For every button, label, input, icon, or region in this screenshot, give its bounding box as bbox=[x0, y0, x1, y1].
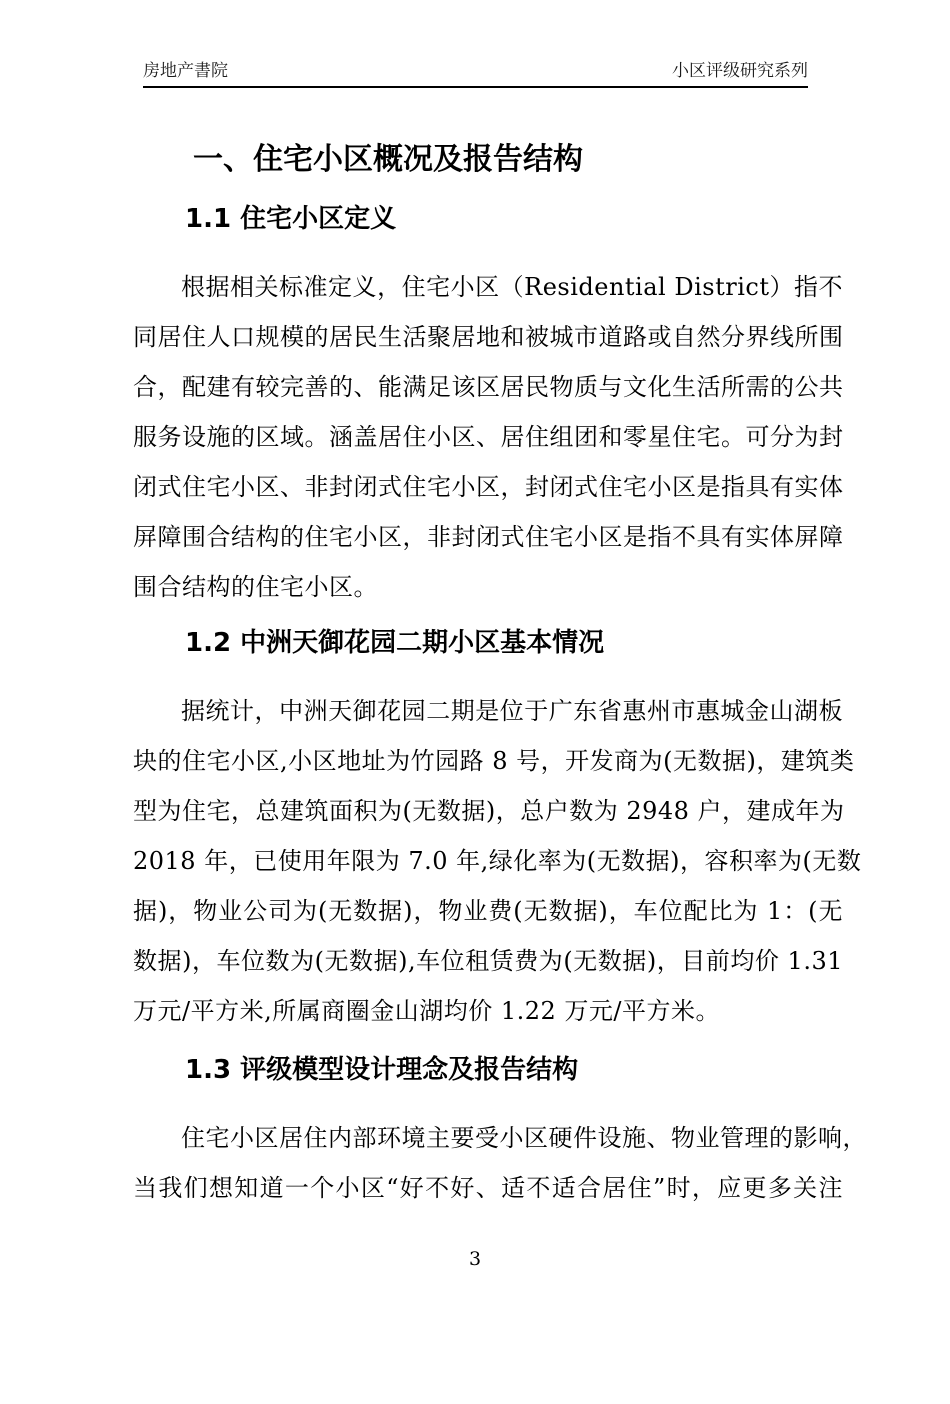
section-1-1 bbox=[133, 202, 843, 612]
page-footer bbox=[0, 1247, 950, 1271]
document-page bbox=[0, 60, 950, 1404]
paragraph-line: 闭式住宅小区、非封闭式住宅小区，封闭式住宅小区是指具有实体 bbox=[133, 473, 844, 501]
paragraph-line: 当我们想知道一个小区“好不好、适不适合居住”时，应更多关注 bbox=[133, 1174, 843, 1202]
section-heading-1-3: 1.3 评级模型设计理念及报告结构 bbox=[185, 1055, 579, 1085]
paragraph-1-2 bbox=[133, 686, 862, 1036]
page-content bbox=[133, 141, 867, 1213]
paragraph-line: 围合结构的住宅小区。 bbox=[133, 573, 378, 601]
header-right-text: 小区评级研究系列 bbox=[672, 61, 808, 81]
header-left-text: 房地产書院 bbox=[143, 61, 228, 81]
paragraph-line: 2018 年，已使用年限为 7.0 年,绿化率为(无数据)，容积率为(无数 bbox=[133, 847, 862, 875]
paragraph-line: 住宅小区居住内部环境主要受小区硬件设施、物业管理的影响， bbox=[181, 1124, 867, 1152]
page-title: 一、住宅小区概况及报告结构 bbox=[193, 142, 583, 177]
paragraph-line: 型为住宅，总建筑面积为(无数据)，总户数为 2948 户，建成年为 bbox=[133, 797, 845, 825]
paragraph-line: 块的住宅小区,小区地址为竹园路 8 号，开发商为(无数据)，建筑类 bbox=[133, 747, 855, 775]
paragraph-line: 屏障围合结构的住宅小区，非封闭式住宅小区是指不具有实体屏障 bbox=[133, 523, 844, 551]
section-heading-1-1: 1.1 住宅小区定义 bbox=[185, 204, 397, 234]
paragraph-1-1 bbox=[133, 262, 843, 612]
paragraph-line: 据)，物业公司为(无数据)，物业费(无数据)，车位配比为 1：(无 bbox=[133, 897, 843, 925]
paragraph-line: 数据)，车位数为(无数据),车位租赁费为(无数据)，目前均价 1.31 bbox=[133, 947, 843, 975]
paragraph-line: 同居住人口规模的居民生活聚居地和被城市道路或自然分界线所围 bbox=[133, 323, 844, 351]
paragraph-1-3 bbox=[133, 1113, 867, 1213]
section-1-2 bbox=[133, 626, 862, 1036]
section-heading-1-2: 1.2 中洲天御花园二期小区基本情况 bbox=[185, 628, 605, 658]
paragraph-line: 合，配建有较完善的、能满足该区居民物质与文化生活所需的公共 bbox=[133, 373, 844, 401]
page-header bbox=[143, 60, 808, 88]
paragraph-line: 根据相关标准定义，住宅小区（Residential District）指不 bbox=[181, 273, 843, 301]
section-1-3 bbox=[133, 1053, 867, 1213]
page-number: 3 bbox=[468, 1248, 482, 1270]
paragraph-line: 据统计，中洲天御花园二期是位于广东省惠州市惠城金山湖板 bbox=[181, 697, 843, 725]
paragraph-line: 服务设施的区域。涵盖居住小区、居住组团和零星住宅。可分为封 bbox=[133, 423, 844, 451]
paragraph-line: 万元/平方米,所属商圈金山湖均价 1.22 万元/平方米。 bbox=[133, 997, 720, 1025]
